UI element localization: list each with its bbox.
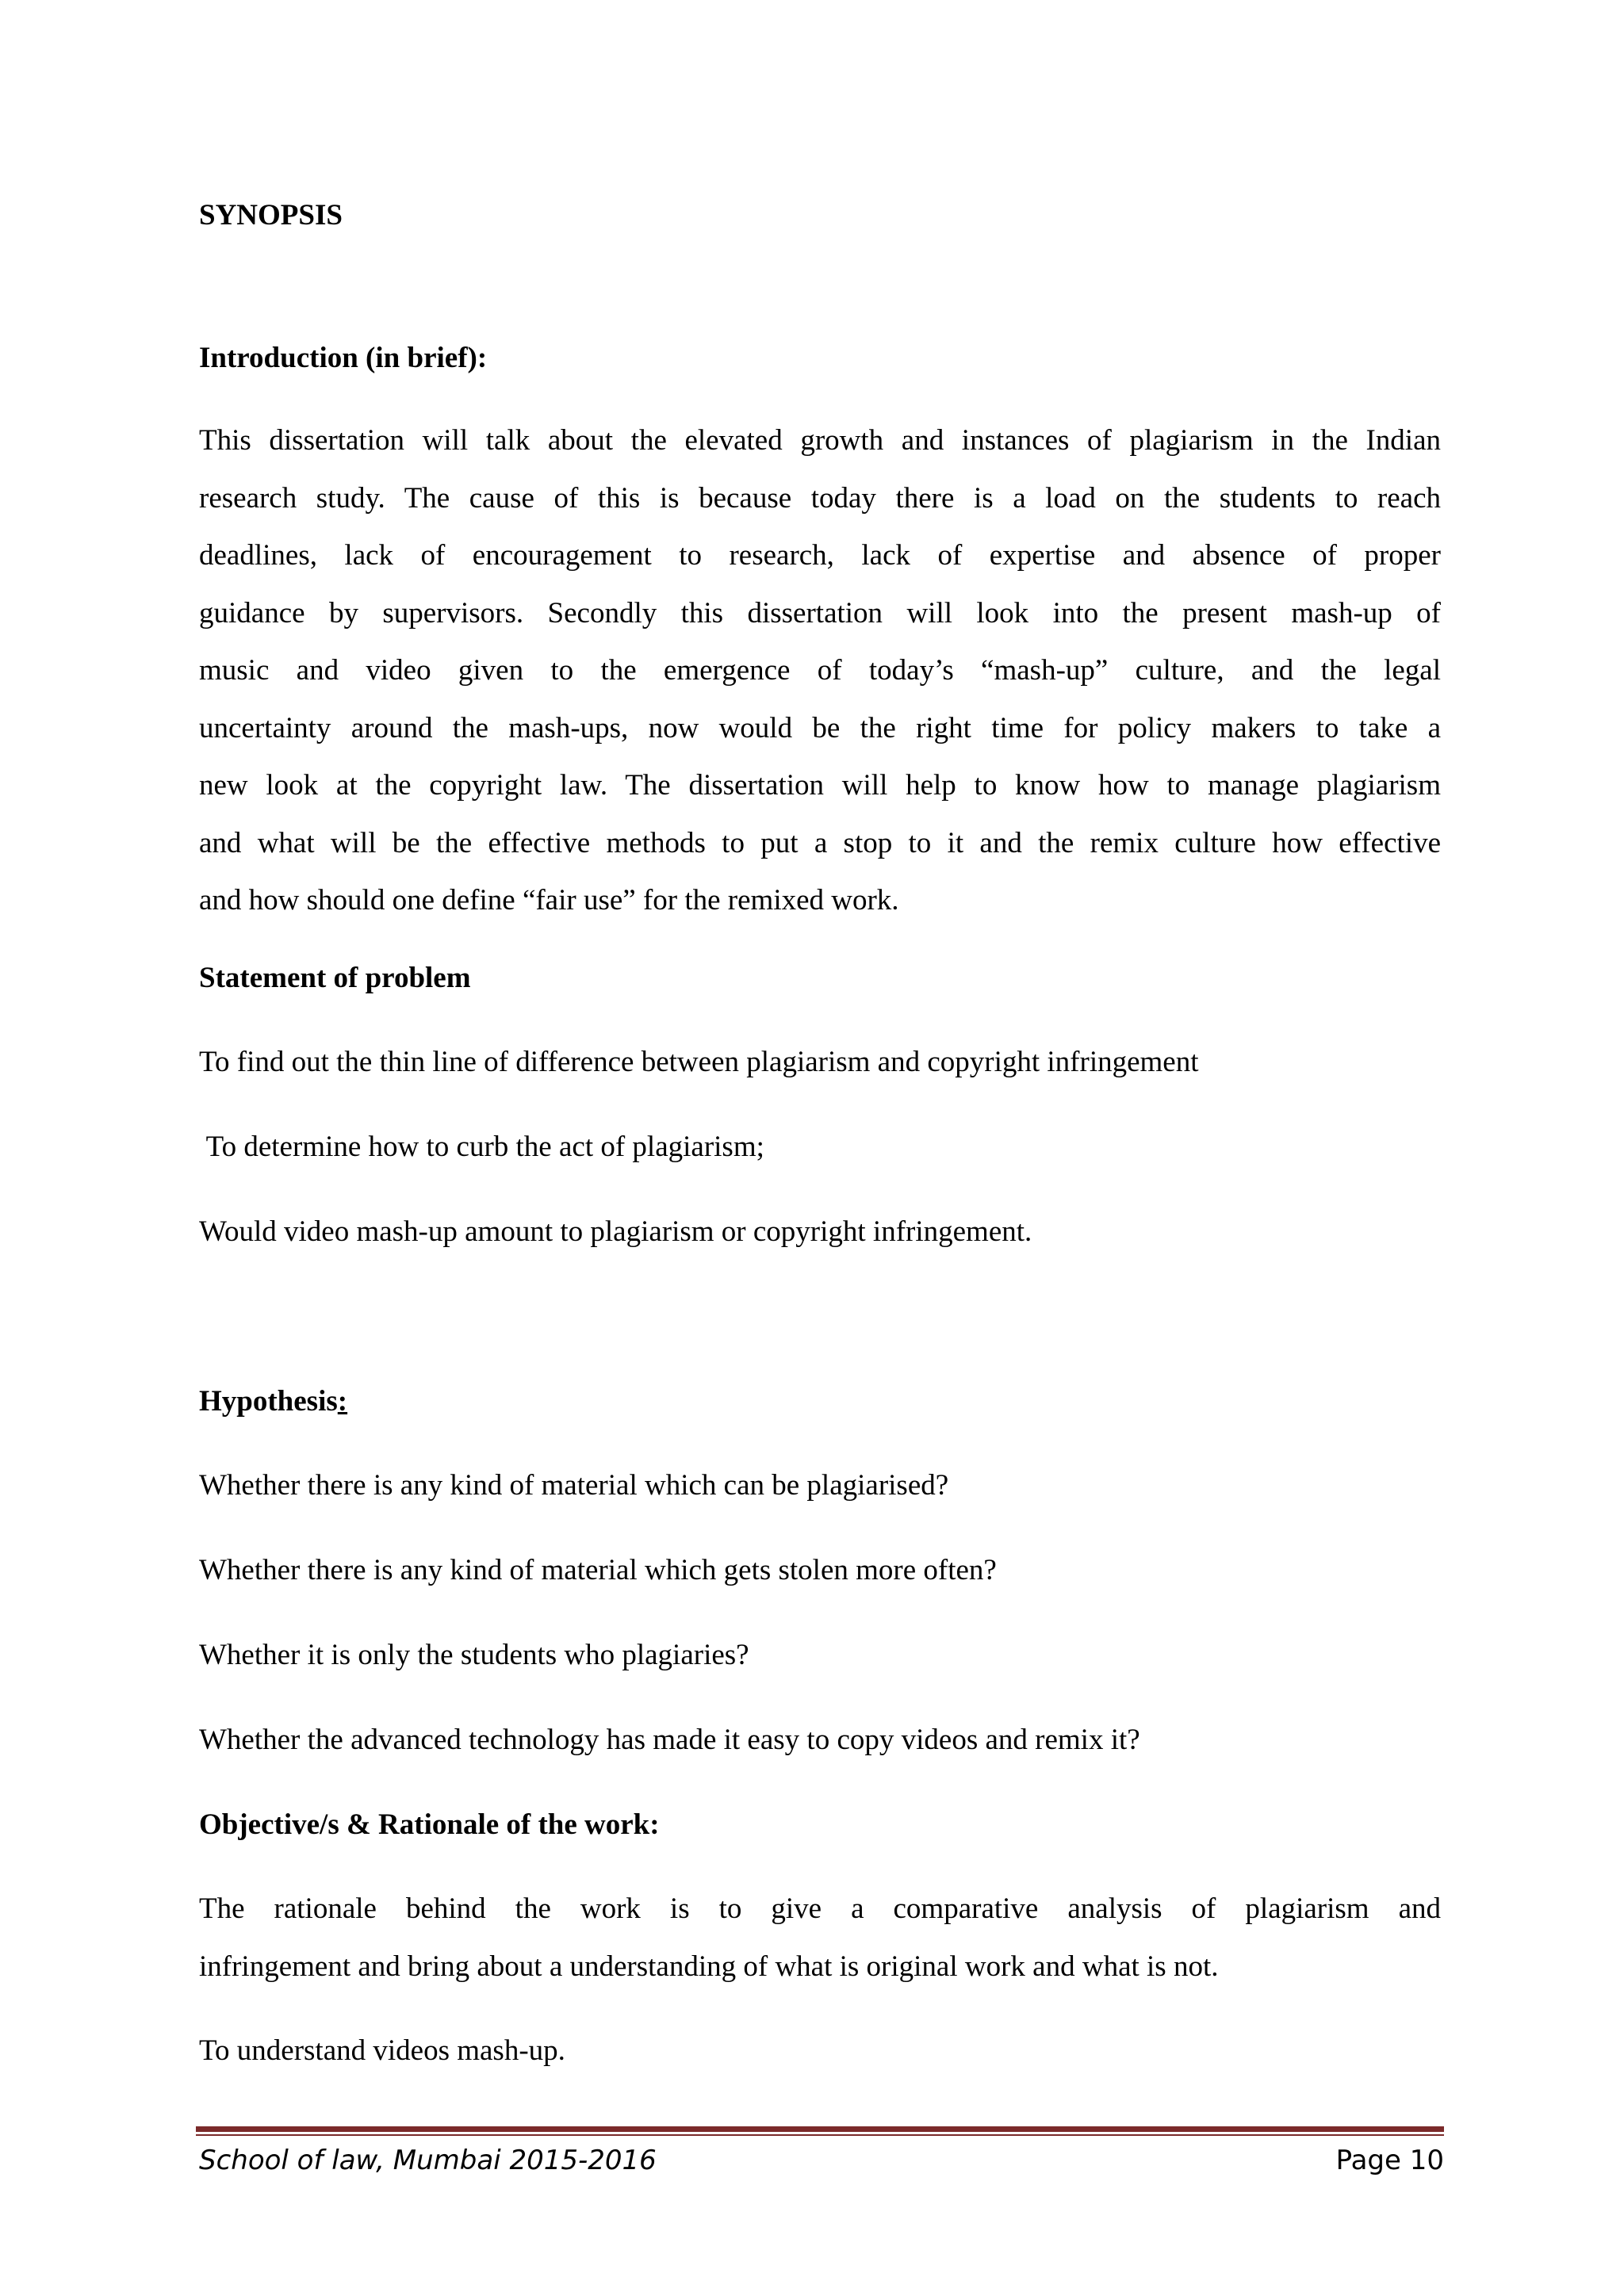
paragraph-line: uncertainty around the mash-ups, now would be the right time for policy makers to take a (199, 711, 1441, 744)
objectives-extra-line: To understand videos mash-up. (199, 2034, 565, 2067)
statement-of-problem-heading: Statement of problem (199, 962, 471, 994)
objectives-paragraph (199, 1881, 1441, 1996)
paragraph-line: music and video given to the emergence of today’s “mash-up” culture, and the legal (199, 654, 1441, 687)
problem-item: To find out the thin line of difference between plagiarism and copyright infringement (199, 1046, 1199, 1078)
footer-rule-thin (196, 2134, 1444, 2136)
hypothesis-item: Whether there is any kind of material which gets stolen more often? (199, 1554, 997, 1586)
paragraph-line: research study. The cause of this is because today there is a load on the students to reach (199, 481, 1441, 515)
paragraph-line: deadlines, lack of encouragement to research, lack of expertise and absence of proper (199, 539, 1441, 572)
footer-rule-thick (196, 2126, 1444, 2132)
introduction-paragraph (199, 412, 1441, 930)
paragraph-line: and how should one define “fair use” for the remixed work. (199, 884, 899, 916)
footer-institution: School of law, Mumbai 2015-2016 (199, 2145, 657, 2176)
objectives-heading: Objective/s & Rationale of the work: (199, 1808, 660, 1841)
hypothesis-heading-colon: : (337, 1385, 348, 1418)
introduction-heading: Introduction (in brief): (199, 342, 488, 374)
paragraph-line: The rationale behind the work is to give a comparative analysis of plagiarism and (199, 1892, 1441, 1925)
hypothesis-item: Whether there is any kind of material which can be plagiarised? (199, 1469, 949, 1502)
footer-page-number: Page 10 (1335, 2145, 1444, 2176)
hypothesis-item: Whether the advanced technology has made it easy to copy videos and remix it? (199, 1724, 1140, 1756)
problem-item: To determine how to curb the act of plagiarism; (199, 1131, 764, 1163)
paragraph-line: and what will be the effective methods to put a stop to it and the remix culture how effective (199, 826, 1441, 859)
hypothesis-item: Whether it is only the students who plagiaries? (199, 1639, 749, 1671)
paragraph-line: This dissertation will talk about the elevated growth and instances of plagiarism in the Indian (199, 424, 1441, 457)
paragraph-line: new look at the copyright law. The dissertation will help to know how to manage plagiarism (199, 769, 1441, 802)
paragraph-line: guidance by supervisors. Secondly this dissertation will look into the present mash-up of (199, 596, 1441, 629)
problem-item: Would video mash-up amount to plagiarism or copyright infringement. (199, 1215, 1032, 1248)
paragraph-line: infringement and bring about a understanding of what is original work and what is not. (199, 1950, 1219, 1983)
page-title: SYNOPSIS (199, 199, 343, 232)
hypothesis-heading-text: Hypothesis (199, 1385, 338, 1418)
hypothesis-heading (199, 1384, 347, 1419)
